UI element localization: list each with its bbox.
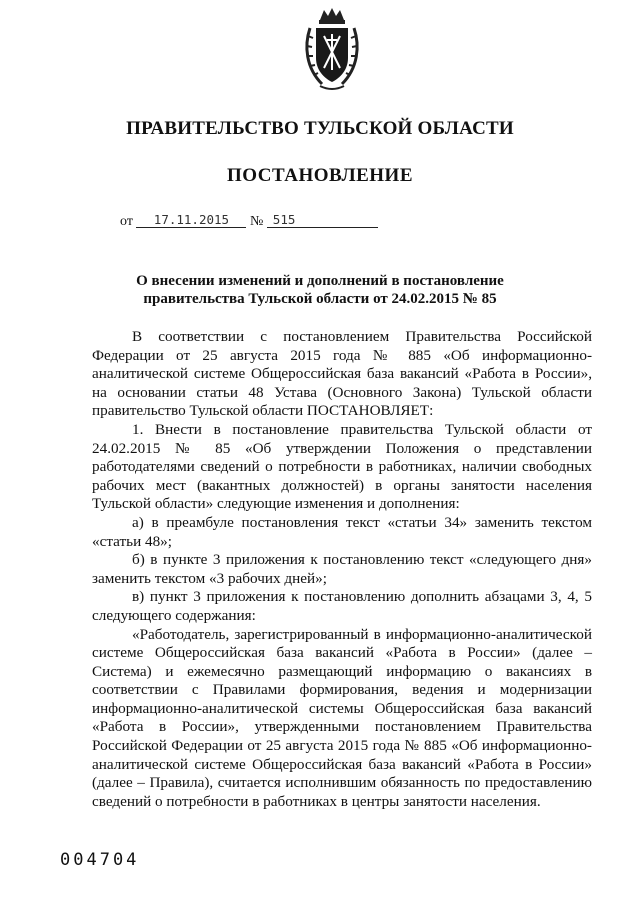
paragraph: 1. Внести в постановление правительства Тульской области от 24.02.2015 № 85 «Об утверждении Положения о представлении работодателями сведений о потребности в работниках, наличии свободных рабочих мест (вакантных должностей) в органы занятости населения Тульской области» следующие изменения и дополнения: bbox=[92, 420, 592, 513]
paragraph: В соответствии с постановлением Правительства Российской Федерации от 25 августа 2015 года № 885 «Об информационно-аналитической системе Общероссийская база вакансий «Работа в России», на основании статьи 48 Устава (Основного Закона) Тульской области правительство Тульской области ПОСТАНОВЛЯЕТ: bbox=[92, 328, 592, 420]
document-number: 515 bbox=[267, 212, 378, 228]
date-prefix: от bbox=[120, 214, 133, 229]
organization-title: ПРАВИТЕЛЬСТВО ТУЛЬСКОЙ ОБЛАСТИ bbox=[126, 118, 514, 139]
document-body bbox=[92, 328, 592, 811]
paragraph: «Работодатель, зарегистрированный в информационно-аналитической системе Общероссийская база вакансий «Работа в России» (далее – Система) и ежемесячно размещающий информацию о вакансиях в соответствии с Правилами формирования, ведения и модернизации информационно-аналитической системы Общероссийская база вакансий «Работа в России», утвержденными постановлением Правительства Российской Федерации от 25 августа 2015 года № 885 «Об информационно-аналитической системе Общероссийская база вакансий «Работа в России» (далее – Правила), считается исполнившим обязанность по предоставлению сведений о потребности в работниках в центры занятости населения. bbox=[92, 625, 592, 810]
paragraph: в) пункт 3 приложения к постановлению дополнить абзацами 3, 4, 5 следующего содержания: bbox=[92, 588, 592, 624]
coat-of-arms-icon bbox=[300, 6, 364, 92]
subject-line: О внесении изменений и дополнений в постановление bbox=[136, 273, 504, 289]
paragraph: а) в преамбуле постановления текст «статьи 34» заменить текстом «статьи 48»; bbox=[92, 513, 592, 550]
document-subject bbox=[0, 272, 640, 308]
subject-line: правительства Тульской области от 24.02.2015 № 85 bbox=[143, 291, 497, 307]
document-date: 17.11.2015 bbox=[136, 212, 246, 228]
date-number-line bbox=[120, 212, 378, 230]
serial-number: 004704 bbox=[60, 850, 140, 870]
document-type: ПОСТАНОВЛЕНИЕ bbox=[226, 165, 414, 186]
number-prefix: № bbox=[249, 214, 264, 229]
paragraph: б) в пункте 3 приложения к постановлению текст «следующего дня» заменить текстом «3 рабочих дней»; bbox=[92, 551, 592, 587]
